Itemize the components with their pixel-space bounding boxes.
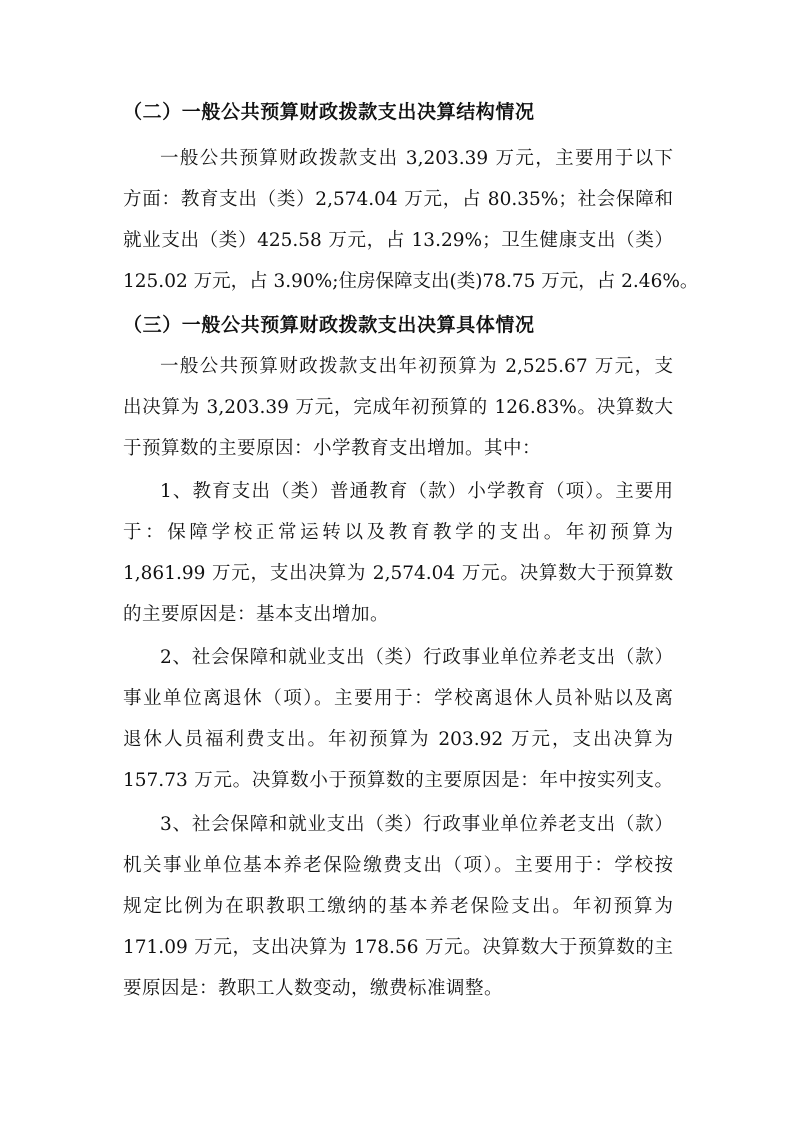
- paragraph-line: 1、教育支出（类）普通教育（款）小学教育（项）。主要用: [160, 481, 673, 502]
- paragraph-line: 就业支出（类）425.58 万元，占 13.29%；卫生健康支出（类）: [123, 230, 673, 251]
- paragraph-line: 125.02 万元，占 3.90%;住房保障支出(类)78.75 万元，占 2.46%。: [123, 271, 699, 292]
- paragraph-line: 要原因是：教职工人数变动，缴费标准调整。: [123, 978, 504, 999]
- paragraph-line: 出决算为 3,203.39 万元，完成年初预算的 126.83%。决算数大: [123, 397, 673, 418]
- section-heading-details: （三）一般公共预算财政拨款支出决算具体情况: [123, 314, 535, 336]
- section-heading-structure: （二）一般公共预算财政拨款支出决算结构情况: [123, 101, 535, 123]
- paragraph-line: 1,861.99 万元，支出决算为 2,574.04 万元。决算数大于预算数: [123, 563, 673, 584]
- paragraph-line: 方面：教育支出（类）2,574.04 万元，占 80.35%；社会保障和: [123, 189, 673, 210]
- paragraph-line: 一般公共预算财政拨款支出年初预算为 2,525.67 万元，支: [160, 356, 673, 377]
- paragraph-line: 于预算数的主要原因：小学教育支出增加。其中：: [123, 438, 542, 459]
- paragraph-line: 的主要原因是：基本支出增加。: [123, 604, 390, 625]
- paragraph-line: 退休人员福利费支出。年初预算为 203.92 万元，支出决算为: [123, 729, 673, 750]
- paragraph-line: 于：保障学校正常运转以及教育教学的支出。年初预算为: [123, 522, 673, 543]
- paragraph-line: 2、社会保障和就业支出（类）行政事业单位养老支出（款）: [160, 647, 673, 668]
- paragraph-line: 157.73 万元。决算数小于预算数的主要原因是：年中按实列支。: [123, 770, 673, 791]
- paragraph-line: 机关事业单位基本养老保险缴费支出（项）。主要用于：学校按: [123, 855, 673, 876]
- paragraph-line: 一般公共预算财政拨款支出 3,203.39 万元，主要用于以下: [160, 148, 673, 169]
- paragraph-line: 规定比例为在职教职工缴纳的基本养老保险支出。年初预算为: [123, 896, 673, 917]
- paragraph-line: 171.09 万元，支出决算为 178.56 万元。决算数大于预算数的主: [123, 937, 673, 958]
- paragraph-line: 事业单位离退休（项）。主要用于：学校离退休人员补贴以及离: [123, 688, 673, 709]
- paragraph-line: 3、社会保障和就业支出（类）行政事业单位养老支出（款）: [160, 814, 673, 835]
